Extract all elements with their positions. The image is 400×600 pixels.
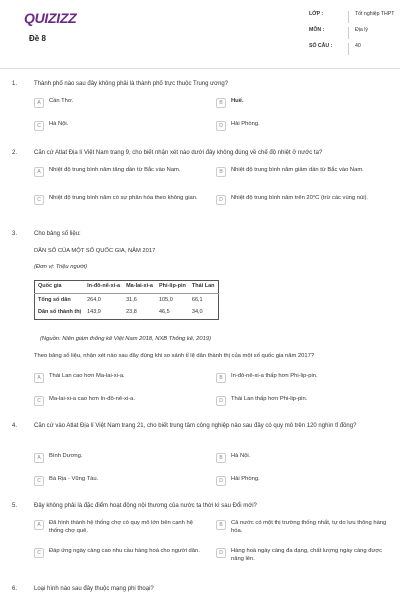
question-number: 6. xyxy=(12,586,18,592)
option-letter: D xyxy=(216,476,226,486)
table-cell: 31,6 xyxy=(126,296,137,303)
population-table xyxy=(34,280,219,320)
option-a[interactable] xyxy=(34,373,208,383)
option-text: In-đô-nê-xi-a thấp hơn Phi-lip-pin. xyxy=(231,373,318,379)
option-a[interactable] xyxy=(34,520,208,536)
option-text: Nhiệt độ trung bình năm trên 20°C (trừ các vùng núi). xyxy=(231,195,369,201)
header xyxy=(12,0,395,68)
option-text: Cả nước có một thị trường thống nhất, tự do lưu thông hàng hóa. xyxy=(231,520,387,534)
header-divider xyxy=(0,68,400,69)
question-prompt: Theo bảng số liệu, nhận xét nào sau đây đúng khi so sánh tỉ lệ dân thành thị của một số quốc gia năm 2017? xyxy=(34,353,315,359)
option-d[interactable] xyxy=(216,476,390,486)
option-letter: A xyxy=(34,520,44,530)
option-letter: C xyxy=(34,396,44,406)
option-b[interactable] xyxy=(216,98,390,108)
question-text: Đây không phải là đặc điểm hoạt động nội thương của nước ta thời kì sau Đổi mới? xyxy=(34,503,257,509)
option-text: Bình Dương. xyxy=(49,453,83,459)
logo-letter: Q xyxy=(24,10,35,26)
option-text: Thái Lan cao hơn Ma-lai-xi-a. xyxy=(49,373,125,379)
table-header-cell: Thái Lan xyxy=(189,281,218,294)
option-a[interactable] xyxy=(34,167,208,177)
table-header-cell: Ma-lai-xi-a xyxy=(123,281,156,294)
option-d[interactable] xyxy=(216,548,390,564)
option-letter: B xyxy=(216,373,226,383)
meta-value: Tốt nghiệp THPT xyxy=(355,11,395,17)
option-letter: B xyxy=(216,167,226,177)
option-c[interactable] xyxy=(34,396,208,406)
table-row xyxy=(35,294,219,307)
option-text: Cần Thơ. xyxy=(49,98,74,104)
logo-letter: I xyxy=(44,10,48,26)
question-text: Cho bảng số liệu: xyxy=(34,231,81,237)
table-row-header: Tổng số dân xyxy=(38,296,71,303)
meta-info xyxy=(309,11,400,59)
question-4 xyxy=(12,422,388,492)
question-2 xyxy=(12,149,388,219)
question-1 xyxy=(12,80,388,140)
table-header-cell: In-đô-nê-xi-a xyxy=(84,281,123,294)
option-letter: B xyxy=(216,453,226,463)
logo-letter: Z xyxy=(59,10,69,26)
question-5 xyxy=(12,502,388,574)
meta-row-class xyxy=(309,11,400,27)
option-a[interactable] xyxy=(34,453,208,463)
page-title: Đề 8 xyxy=(29,34,46,43)
meta-row-subject xyxy=(309,27,400,43)
question-number: 3. xyxy=(12,231,18,237)
question-number: 2. xyxy=(12,150,18,156)
option-letter: D xyxy=(216,396,226,406)
option-text: Đáp ứng ngày càng cao nhu cầu hàng hoá cho người dân. xyxy=(49,548,200,554)
table-source: (Nguồn: Niên giám thống kê Việt Nam 2018, NXB Thống kê, 2019) xyxy=(40,336,211,342)
meta-row-count xyxy=(309,43,400,59)
table-cell: 34,0 xyxy=(191,309,203,316)
option-c[interactable] xyxy=(34,195,208,205)
question-text: Căn cứ Atlat Địa lí Việt Nam trang 9, cho biết nhận xét nào dưới đây không đúng về chế độ nhiệt ở nước ta? xyxy=(34,150,323,156)
option-text: Hà Nội. xyxy=(231,453,251,459)
meta-label: MÔN : xyxy=(309,27,349,39)
option-b[interactable] xyxy=(216,520,390,536)
table-header-cell: Phi-lip-pin xyxy=(156,281,189,294)
option-text: Thái Lan thấp hơn Phi-lip-pin. xyxy=(231,396,308,402)
meta-value: 40 xyxy=(355,43,361,49)
question-6 xyxy=(12,585,388,597)
option-text: Hải Phòng. xyxy=(231,121,260,127)
option-text: Đã hình thành hệ thống chợ có quy mô lớn bên cạnh hệ thống chợ quê. xyxy=(49,520,193,534)
option-letter: A xyxy=(34,453,44,463)
table-unit: (Đơn vị: Triệu người) xyxy=(34,264,88,270)
question-text: Loại hình nào sau đây thuộc mạng phi thoại? xyxy=(34,586,154,592)
option-text: Ma-lai-xi-a cao hơn In-đô-nê-xi-a. xyxy=(49,396,135,402)
option-text: Hà Nội. xyxy=(49,121,69,127)
option-a[interactable] xyxy=(34,98,208,108)
table-header-cell: Quốc gia xyxy=(35,281,85,294)
table-cell: 143,9 xyxy=(87,309,101,316)
question-text: Thành phố nào sau đây không phải là thành phố trực thuộc Trung ương? xyxy=(34,81,229,87)
option-text xyxy=(231,98,244,106)
option-letter: B xyxy=(216,520,226,530)
question-3 xyxy=(12,230,388,410)
option-letter: C xyxy=(34,195,44,205)
meta-value: Địa lý xyxy=(355,27,368,33)
option-c[interactable] xyxy=(34,121,208,131)
option-b[interactable] xyxy=(216,373,390,383)
option-text: Nhiệt độ trung bình năm giảm dần từ Bắc vào Nam. xyxy=(231,167,364,173)
option-letter: C xyxy=(34,476,44,486)
option-letter: B xyxy=(216,98,226,108)
option-b[interactable] xyxy=(216,453,390,463)
option-text: Hải Phòng. xyxy=(231,476,260,482)
table-header-row xyxy=(35,281,219,294)
question-number: 5. xyxy=(12,503,18,509)
option-text: Hàng hoá ngày càng đa dạng, chất lượng ngày càng được nâng lên. xyxy=(231,548,383,562)
option-d[interactable] xyxy=(216,121,390,131)
option-text-bold: Huế. xyxy=(231,98,244,104)
option-letter: A xyxy=(34,98,44,108)
option-c[interactable] xyxy=(34,548,208,558)
option-letter: C xyxy=(34,548,44,558)
logo-letter: I xyxy=(56,10,60,26)
question-number: 1. xyxy=(12,81,18,87)
quizizz-logo xyxy=(24,9,76,28)
option-c[interactable] xyxy=(34,476,208,486)
option-b[interactable] xyxy=(216,167,390,177)
option-letter: D xyxy=(216,195,226,205)
table-cell: 23,8 xyxy=(126,309,137,316)
question-text: Căn cứ vào Atlat Địa lí Việt Nam trang 21, cho biết trung tâm công nghiệp nào sau đây có quy mô trên 120 nghìn tỉ đồng? xyxy=(34,423,357,429)
table-title: DÂN SỐ CỦA MỘT SỐ QUỐC GIA, NĂM 2017 xyxy=(34,248,156,254)
option-d[interactable] xyxy=(216,396,390,406)
meta-label: LỚP : xyxy=(309,11,349,23)
option-letter: D xyxy=(216,548,226,558)
table-cell: 264,0 xyxy=(87,296,101,303)
table-cell: 46,5 xyxy=(159,309,170,316)
table-row-header: Dân số thành thị xyxy=(38,309,82,316)
option-letter: D xyxy=(216,121,226,131)
table-cell: 66,1 xyxy=(191,296,203,303)
logo-letter: Z xyxy=(68,10,77,26)
option-text: Nhiệt độ trung bình năm tăng dần từ Bắc vào Nam. xyxy=(49,167,181,173)
table-cell: 105,0 xyxy=(159,296,173,303)
option-letter: C xyxy=(34,121,44,131)
option-text: Nhiệt độ trung bình năm có sự phân hóa theo không gian. xyxy=(49,195,198,201)
logo-letter: Z xyxy=(48,10,57,26)
option-d[interactable] xyxy=(216,195,390,205)
option-letter: A xyxy=(34,167,44,177)
question-number: 4. xyxy=(12,423,18,429)
logo-letter: U xyxy=(34,10,45,26)
option-letter: A xyxy=(34,373,44,383)
meta-label: SỐ CÂU : xyxy=(309,43,349,55)
option-text: Bà Rịa - Vũng Tàu. xyxy=(49,476,99,482)
table-row xyxy=(35,307,219,320)
